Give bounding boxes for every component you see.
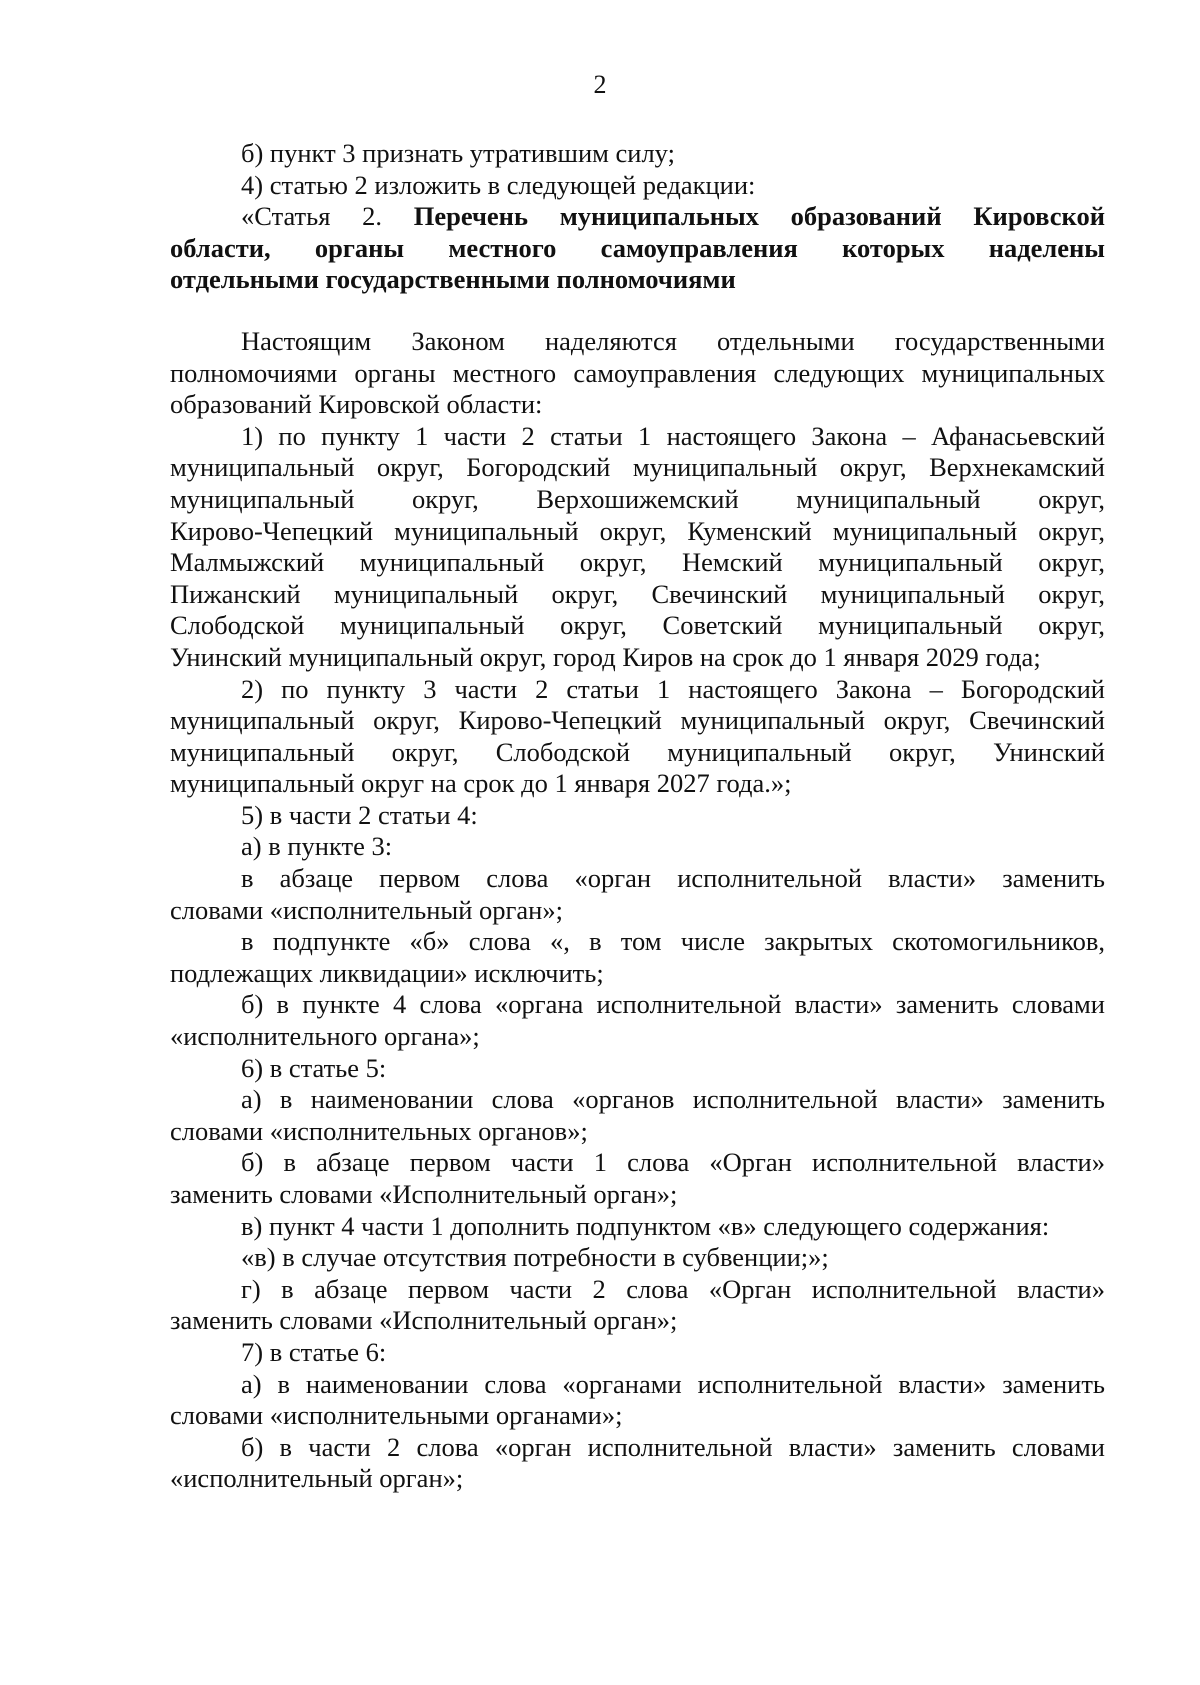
text-line: Унинский муниципальный округ, город Киров на срок до 1 января 2029 года;: [170, 641, 1041, 672]
text-line: в подпункте «б» слова «, в том числе закрытых скотомогильников,: [241, 926, 1105, 957]
article-title-line: отдельными государственными полномочиями: [170, 264, 736, 295]
text-line: в абзаце первом слова «орган исполнительной власти» заменить: [241, 863, 1105, 894]
page-number: 2: [593, 70, 607, 99]
article-number: «Статья 2.: [241, 201, 414, 232]
text-line: в) пункт 4 части 1 дополнить подпунктом «в» следующего содержания:: [241, 1210, 1050, 1241]
text-line: 4) статью 2 изложить в следующей редакции:: [241, 169, 756, 200]
text-line: муниципальный округ, Кирово-Чепецкий муниципальный округ, Свечинский: [170, 705, 1105, 736]
text-line: подлежащих ликвидации» исключить;: [170, 957, 604, 988]
text-line: Кирово-Чепецкий муниципальный округ, Куменский муниципальный округ,: [170, 515, 1105, 546]
text-line: «исполнительный орган»;: [170, 1463, 464, 1494]
text-line: муниципальный округ, Богородский муниципальный округ, Верхнекамский: [170, 452, 1105, 483]
text-line: а) в пункте 3:: [241, 831, 393, 862]
text-line: «в) в случае отсутствия потребности в субвенции;»;: [241, 1242, 829, 1273]
article-heading-line: [170, 201, 1105, 233]
text-line: муниципальный округ, Слободской муниципальный округ, Унинский: [170, 736, 1105, 767]
text-line: муниципальный округ на срок до 1 января 2027 года.»;: [170, 768, 792, 799]
document-body: [170, 138, 1105, 1495]
text-line: 2) по пункту 3 части 2 статьи 1 настоящего Закона – Богородский: [241, 673, 1105, 704]
text-line: б) в абзаце первом части 1 слова «Орган исполнительной власти»: [241, 1147, 1105, 1178]
paragraph-gap: [170, 296, 1105, 326]
text-line: б) в пункте 4 слова «органа исполнительной власти» заменить словами: [241, 989, 1105, 1020]
text-line: 7) в статье 6:: [241, 1336, 387, 1367]
text-line: Слободской муниципальный округ, Советский муниципальный округ,: [170, 610, 1105, 641]
text-line: словами «исполнительных органов»;: [170, 1115, 588, 1146]
text-line: а) в наименовании слова «органами исполнительной власти» заменить: [241, 1368, 1105, 1399]
text-line: Малмыжский муниципальный округ, Немский муниципальный округ,: [170, 547, 1105, 578]
text-line: а) в наименовании слова «органов исполнительной власти» заменить: [241, 1084, 1105, 1115]
text-line: г) в абзаце первом части 2 слова «Орган исполнительной власти»: [241, 1273, 1105, 1304]
text-line: заменить словами «Исполнительный орган»;: [170, 1305, 678, 1336]
article-title-line: области, органы местного самоуправления которых наделены: [170, 232, 1105, 263]
text-line: 5) в части 2 статьи 4:: [241, 799, 478, 830]
text-line: полномочиями органы местного самоуправления следующих муниципальных: [170, 357, 1105, 388]
text-line: муниципальный округ, Верхошижемский муниципальный округ,: [170, 483, 1105, 514]
text-line: словами «исполнительный орган»;: [170, 894, 563, 925]
text-line: 6) в статье 5:: [241, 1052, 387, 1083]
text-line: б) в части 2 слова «орган исполнительной власти» заменить словами: [241, 1431, 1105, 1462]
text-line: образований Кировской области:: [170, 389, 543, 420]
text-line: «исполнительного органа»;: [170, 1021, 480, 1052]
text-line: 1) по пункту 1 части 2 статьи 1 настоящего Закона – Афанасьевский: [241, 420, 1105, 451]
text-line: заменить словами «Исполнительный орган»;: [170, 1179, 678, 1209]
text-line: Пижанский муниципальный округ, Свечинский муниципальный округ,: [170, 578, 1105, 609]
text-line: словами «исполнительными органами»;: [170, 1400, 623, 1431]
text-line: Настоящим Законом наделяются отдельными государственными: [241, 325, 1105, 356]
text-line: б) пункт 3 признать утратившим силу;: [241, 138, 675, 168]
article-title-part: Перечень муниципальных образований Кировской: [413, 201, 1105, 232]
